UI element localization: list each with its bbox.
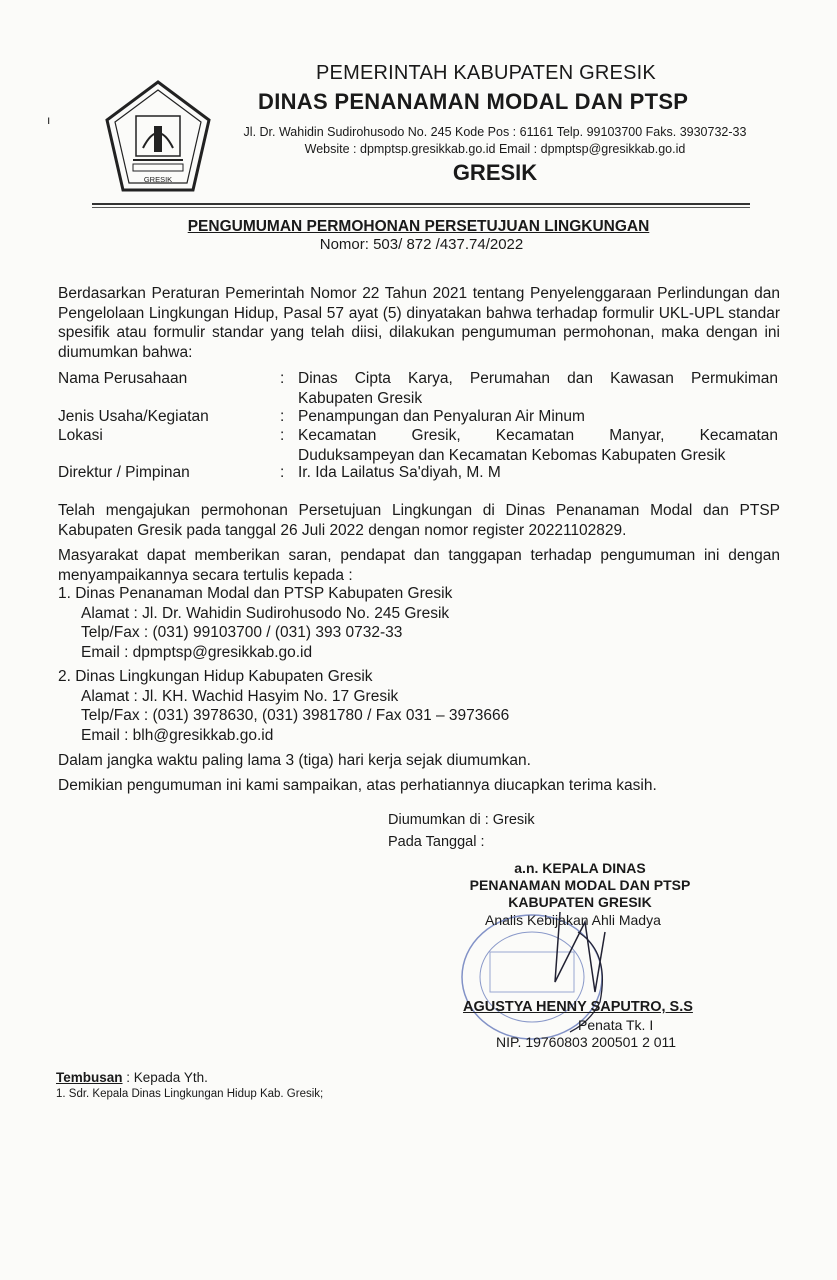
signatory-nip: NIP. 19760803 200501 2 011 — [496, 1034, 677, 1050]
invite-paragraph: Masyarakat dapat memberikan saran, pendapat dan tanggapan terhadap pengumuman ini dengan menyampaikannya secara tertulis kepada : — [58, 547, 780, 584]
signatory-name: AGUSTYA HENNY SAPUTRO, S.S — [463, 999, 693, 1015]
contact-dlh — [58, 667, 509, 745]
detail-value: Ir. Ida Lailatus Sa'diyah, M. M — [298, 464, 501, 481]
intro-paragraph: Berdasarkan Peraturan Pemerintah Nomor 22 Tahun 2021 tentang Penyelenggaraan Perlindungan dan Pengelolaan Lingkungan Hidup, Pasal 57 ayat (5) dinyatakan bahwa terhadap formulir UKL-UPL standar spesifik atau formulir standar yang telah diisi, dilakukan pengumuman permohonan, maka dengan ini diumumkan bahwa: — [58, 285, 780, 361]
city-heading: GRESIK — [452, 160, 538, 185]
detail-label: Lokasi — [58, 427, 103, 444]
emblem-label: GRESIK — [143, 175, 173, 184]
address-block — [240, 124, 750, 158]
document-title: PENGUMUMAN PERMOHONAN PERSETUJUAN LINGKUNGAN — [187, 218, 650, 235]
signature-position: Analis Kebijakan Ahli Madya — [485, 912, 661, 928]
contact-phone: Telp/Fax : (031) 99103700 / (031) 393 0732-33 — [81, 624, 403, 641]
regency-emblem-icon — [103, 78, 213, 196]
detail-value: Dinas Cipta Karya, Perumahan dan Kawasan Permukiman — [298, 370, 778, 387]
cc-item: 1. Sdr. Kepala Dinas Lingkungan Hidup Kab. Gresik; — [56, 1088, 324, 1100]
contact-name: 2. Dinas Lingkungan Hidup Kabupaten Gresik — [58, 668, 373, 685]
address-line: Jl. Dr. Wahidin Sudirohusodo No. 245 Kode Pos : 61161 Telp. 99103700 Faks. 3930732-33 — [243, 125, 747, 139]
signatory-rank: Penata Tk. I — [578, 1017, 654, 1033]
submission-paragraph: Telah mengajukan permohonan Persetujuan Lingkungan di Dinas Penanaman Modal dan PTSP Kabupaten Gresik pada tanggal 26 Juli 2022 dengan nomor register 20221102829. — [58, 502, 780, 539]
contact-phone: Telp/Fax : (031) 3978630, (031) 3981780 / Fax 031 – 3973666 — [81, 707, 510, 724]
contact-email: Email : blh@gresikkab.go.id — [81, 726, 274, 744]
cc-suffix: : Kepada Yth. — [122, 1070, 208, 1085]
detail-value-cont: Duduksampeyan dan Kecamatan Kebomas Kabupaten Gresik — [298, 446, 726, 464]
government-heading: PEMERINTAH KABUPATEN GRESIK — [316, 62, 656, 84]
signature-office: PENANAMAN MODAL DAN PTSP — [469, 877, 691, 893]
contact-address: Alamat : Jl. Dr. Wahidin Sudirohusodo No. 245 Gresik — [81, 604, 450, 622]
cc-label: Tembusan — [56, 1070, 123, 1085]
announced-at: Diumumkan di : Gresik — [388, 812, 535, 828]
deadline-line: Dalam jangka waktu paling lama 3 (tiga) hari kerja sejak diumumkan. — [58, 752, 531, 769]
signature-region: KABUPATEN GRESIK — [508, 894, 652, 910]
contact-address: Alamat : Jl. KH. Wachid Hasyim No. 17 Gresik — [81, 687, 399, 705]
detail-label: Direktur / Pimpinan — [58, 464, 190, 481]
announced-date: Pada Tanggal : — [388, 834, 485, 850]
contact-email: Email : dpmptsp@gresikkab.go.id — [81, 643, 313, 661]
detail-value: Kecamatan Gresik, Kecamatan Manyar, Kecamatan — [298, 427, 778, 444]
website-line: Website : dpmptsp.gresikkab.go.id Email : dpmptsp@gresikkab.go.id — [304, 142, 686, 156]
detail-label: Nama Perusahaan — [58, 370, 188, 387]
cc-heading — [56, 1070, 208, 1085]
signature-an: a.n. KEPALA DINAS — [514, 860, 646, 876]
closing-line: Demikian pengumuman ini kami sampaikan, atas perhatiannya diucapkan terima kasih. — [58, 777, 657, 794]
header-rule-thin — [92, 207, 750, 208]
contact-name: 1. Dinas Penanaman Modal dan PTSP Kabupaten Gresik — [58, 585, 453, 602]
header-rule-thick — [92, 203, 750, 205]
document-number: Nomor: 503/ 872 /437.74/2022 — [319, 236, 524, 253]
margin-mark: ı — [47, 113, 51, 127]
detail-value-cont: Kabupaten Gresik — [298, 389, 423, 407]
detail-value: Penampungan dan Penyaluran Air Minum — [298, 408, 585, 425]
detail-label: Jenis Usaha/Kegiatan — [58, 408, 209, 425]
contact-dpmptsp — [58, 584, 452, 662]
agency-heading: DINAS PENANAMAN MODAL DAN PTSP — [258, 89, 689, 114]
